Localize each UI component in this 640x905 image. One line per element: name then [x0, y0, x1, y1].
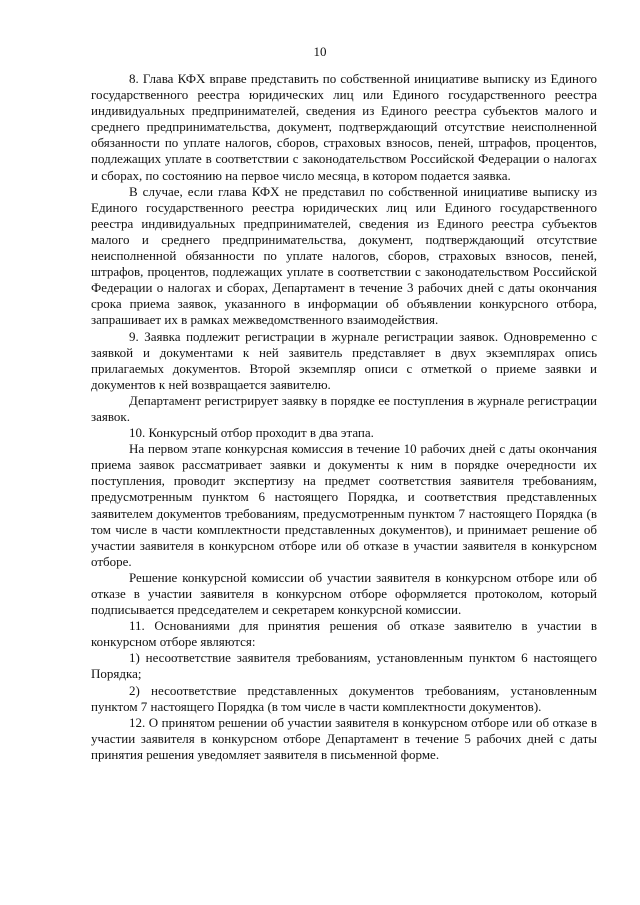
paragraph-9: 9. Заявка подлежит регистрации в журнале регистрации заявок. Одновременно с заявкой и документами к ней заявитель представляет в двух экземплярах опись прилагаемых документов. Второй экземпляр описи с отметкой о приеме заявки и документов к ней возвращается заявителю.: [91, 328, 597, 392]
paragraph-8: 8. Глава КФХ вправе представить по собственной инициативе выписку из Единого государственного реестра юридических лиц или Единого государственного реестра индивидуальных предпринимателей, сведения из Единого реестра субъектов малого и среднего предпринимательства, документ, подтверждающий отсутствие неисполненной обязанности по уплате налогов, сборов, страховых взносов, пеней, штрафов, процентов, подлежащих уплате в соответствии с законодательством Российской Федерации о налогах и сборах, по состоянию на первое число месяца, в котором подается заявка.: [91, 71, 597, 183]
paragraph-11: 11. Основаниями для принятия решения об отказе заявителю в участии в конкурсном отборе являются:: [91, 618, 597, 650]
paragraph-12: 12. О принятом решении об участии заявителя в конкурсном отборе или об отказе в участии заявителя в конкурсном отборе Департамент в течение 5 рабочих дней с даты принятия решения уведомляет заявителя в письменной форме.: [91, 714, 597, 762]
paragraph-10-decision: Решение конкурсной комиссии об участии заявителя в конкурсном отборе или об отказе в участии заявителя в конкурсном отборе оформляется протоколом, который подписывается председателем и секретарем конкурсной комиссии.: [91, 569, 597, 618]
paragraph-11-item-2: 2) несоответствие представленных документов требованиям, установленным пунктом 7 настоящего Порядка (в том числе в части комплектности документов).: [91, 682, 597, 714]
page-number: 10: [313, 44, 327, 59]
paragraph-10: 10. Конкурсный отбор проходит в два этапа.: [129, 425, 374, 441]
paragraph-8-continuation: В случае, если глава КФХ не представил по собственной инициативе выписку из Единого государственного реестра юридических лиц или Единого государственного реестра индивидуальных предпринимателей, сведения из Единого реестра субъектов малого и среднего предпринимательства, документ, подтверждающий отсутствие неисполненной обязанности по уплате налогов, сборов, страховых взносов, пеней, штрафов, процентов, подлежащих уплате в соответствии с законодательством Российской Федерации о налогах и сборах, Департамент в течение 3 рабочих дней с даты окончания срока приема заявок, указанного в информации об объявлении конкурсного отбора, запрашивает их в рамках межведомственного взаимодействия.: [91, 183, 597, 328]
paragraph-10-first-stage: На первом этапе конкурсная комиссия в течение 10 рабочих дней с даты окончания приема заявок рассматривает заявки и документы к ним в порядке очередности их поступления, проводит экспертизу на предмет соответствия заявителя требованиям, предусмотренным пунктом 6 настоящего Порядка, и соответствия представленных заявителем документов требованиям, предусмотренным пунктом 7 настоящего Порядка (в том числе в части комплектности представленных документов), и принимает решение об участии заявителя в конкурсном отборе или об отказе в участии заявителя в конкурсном отборе.: [91, 441, 597, 569]
paragraph-9-registration: Департамент регистрирует заявку в порядке ее поступления в журнале регистрации заявок.: [91, 392, 597, 424]
paragraph-11-item-1: 1) несоответствие заявителя требованиям, установленным пунктом 6 настоящего Порядка;: [91, 650, 597, 682]
document-body: [91, 71, 597, 763]
